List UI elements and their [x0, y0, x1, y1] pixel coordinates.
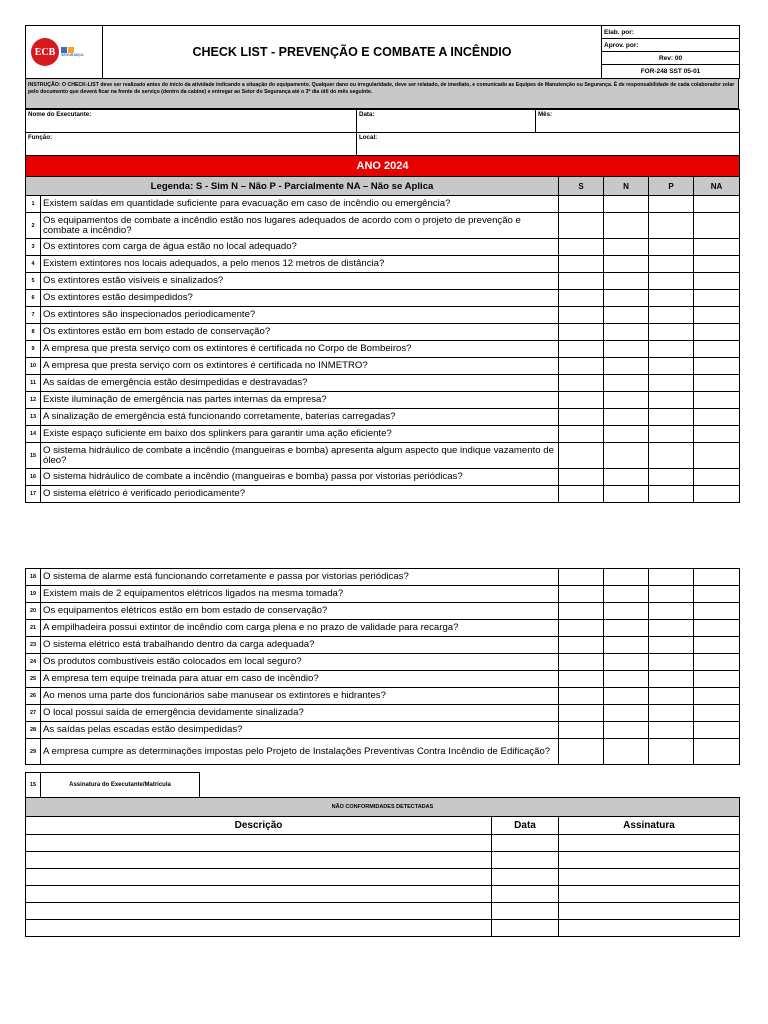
answer-na-cell[interactable] [694, 426, 740, 443]
answer-s-cell[interactable] [559, 739, 604, 765]
answer-n-cell[interactable] [604, 426, 649, 443]
question-number: 9 [26, 341, 41, 358]
instruction-text: INSTRUÇÃO: O CHECK-LIST deve ser realizado antes do início da atividade indicando a situação do equipamento. Qualquer dano ou irregularidade, deve ser relatado, de imediato, e comunicado as Equipes de Manutenção ou Segurança. É de responsabilidade de cada colaborador zelar pelo documento que deverá ficar na frente de serviço (dentro da cabine) e entregar ao Setor do Segurança até o 3º dia útil do mês seguinte. [28, 82, 735, 95]
col-assinatura-header: Assinatura [559, 817, 740, 835]
nonconformity-row [26, 835, 740, 852]
form-code: FOR-248 SST 05-01 [602, 65, 740, 79]
answer-na-cell[interactable] [694, 358, 740, 375]
question-row [26, 324, 740, 341]
answer-s-cell[interactable] [559, 705, 604, 722]
answer-p-cell[interactable] [649, 705, 694, 722]
nonconformity-descricao-cell[interactable] [26, 886, 492, 903]
question-row [26, 392, 740, 409]
question-text: As saídas pelas escadas estão desimpedidas? [41, 722, 559, 739]
answer-s-cell[interactable] [559, 358, 604, 375]
answer-s-cell[interactable] [559, 654, 604, 671]
question-number: 20 [26, 603, 41, 620]
answer-n-cell[interactable] [604, 392, 649, 409]
question-row [26, 739, 740, 765]
answer-s-cell[interactable] [559, 239, 604, 256]
question-text: Existem extintores nos locais adequados, a pelo menos 12 metros de distância? [41, 256, 559, 273]
funcao-field[interactable]: Função: [26, 133, 357, 156]
question-number: 2 [26, 213, 41, 239]
header-table [25, 25, 740, 79]
question-number: 14 [26, 426, 41, 443]
col-descricao-header: Descrição [26, 817, 492, 835]
question-text: A sinalização de emergência está funcionando corretamente, baterias carregadas? [41, 409, 559, 426]
answer-n-cell[interactable] [604, 586, 649, 603]
col-na-header: NA [694, 177, 740, 196]
answer-s-cell[interactable] [559, 392, 604, 409]
question-row [26, 637, 740, 654]
answer-na-cell[interactable] [694, 409, 740, 426]
answer-p-cell[interactable] [649, 722, 694, 739]
logo-cell [26, 26, 103, 79]
answer-n-cell[interactable] [604, 341, 649, 358]
question-number: 27 [26, 705, 41, 722]
answer-na-cell[interactable] [694, 603, 740, 620]
question-row [26, 705, 740, 722]
answer-n-cell[interactable] [604, 705, 649, 722]
answer-p-cell[interactable] [649, 256, 694, 273]
answer-p-cell[interactable] [649, 341, 694, 358]
col-p-header: P [649, 177, 694, 196]
nonconformity-data-cell[interactable] [492, 835, 559, 852]
answer-p-cell[interactable] [649, 654, 694, 671]
data-field[interactable]: Data: [357, 110, 536, 133]
answer-n-cell[interactable] [604, 469, 649, 486]
nonconformity-row [26, 903, 740, 920]
answer-n-cell[interactable] [604, 256, 649, 273]
question-number: 11 [26, 375, 41, 392]
question-row [26, 469, 740, 486]
nonconformity-descricao-cell[interactable] [26, 920, 492, 937]
answer-n-cell[interactable] [604, 358, 649, 375]
logo-icon [31, 38, 59, 66]
question-number: 25 [26, 671, 41, 688]
answer-n-cell[interactable] [604, 722, 649, 739]
question-number: 29 [26, 739, 41, 765]
answer-na-cell[interactable] [694, 375, 740, 392]
answer-n-cell[interactable] [604, 739, 649, 765]
question-row [26, 375, 740, 392]
answer-na-cell[interactable] [694, 443, 740, 469]
question-row [26, 671, 740, 688]
year-banner: ANO 2024 [26, 156, 740, 177]
question-row [26, 239, 740, 256]
question-row [26, 569, 740, 586]
answer-na-cell[interactable] [694, 307, 740, 324]
question-row [26, 688, 740, 705]
answer-s-cell[interactable] [559, 290, 604, 307]
question-text: Existem mais de 2 equipamentos elétricos ligados na mesma tomada? [41, 586, 559, 603]
answer-s-cell[interactable] [559, 273, 604, 290]
nonconformities-table [25, 797, 740, 937]
nonconformity-assinatura-cell[interactable] [559, 920, 740, 937]
nonconformity-assinatura-cell[interactable] [559, 852, 740, 869]
answer-s-cell[interactable] [559, 426, 604, 443]
question-number: 4 [26, 256, 41, 273]
question-number: 28 [26, 722, 41, 739]
question-text: O sistema elétrico está trabalhando dentro da carga adequada? [41, 637, 559, 654]
nonconformity-row [26, 869, 740, 886]
question-row [26, 341, 740, 358]
answer-n-cell[interactable] [604, 409, 649, 426]
nonconformities-title: NÃO CONFORMIDADES DETECTADAS [26, 798, 740, 817]
answer-p-cell[interactable] [649, 307, 694, 324]
answer-p-cell[interactable] [649, 239, 694, 256]
answer-s-cell[interactable] [559, 307, 604, 324]
question-text: A empresa cumpre as determinações impostas pelo Projeto de Instalações Preventivas Contra Incêndio de Edificação? [41, 739, 559, 765]
signature-label: Assinatura do Executante/Matrícula [41, 773, 200, 798]
answer-s-cell[interactable] [559, 443, 604, 469]
question-number: 21 [26, 620, 41, 637]
question-row [26, 603, 740, 620]
answer-s-cell[interactable] [559, 603, 604, 620]
question-row [26, 307, 740, 324]
answer-na-cell[interactable] [694, 586, 740, 603]
nonconformity-row [26, 852, 740, 869]
question-number: 5 [26, 273, 41, 290]
nonconformity-assinatura-cell[interactable] [559, 903, 740, 920]
answer-n-cell[interactable] [604, 307, 649, 324]
question-text: Os equipamentos de combate a incêndio estão nos lugares adequados de acordo com o projeto de prevenção e combate a incêndio? [41, 213, 559, 239]
answer-na-cell[interactable] [694, 705, 740, 722]
answer-p-cell[interactable] [649, 324, 694, 341]
answer-na-cell[interactable] [694, 620, 740, 637]
checklist-table-2 [25, 568, 740, 765]
question-text: Os extintores estão visíveis e sinalizados? [41, 273, 559, 290]
question-number: 6 [26, 290, 41, 307]
answer-na-cell[interactable] [694, 196, 740, 213]
nonconformity-data-cell[interactable] [492, 886, 559, 903]
answer-n-cell[interactable] [604, 671, 649, 688]
question-row [26, 654, 740, 671]
col-data-header: Data [492, 817, 559, 835]
question-text: As saídas de emergência estão desimpedidas e destravadas? [41, 375, 559, 392]
question-number: 12 [26, 392, 41, 409]
question-text: A empresa que presta serviço com os extintores é certificada no INMETRO? [41, 358, 559, 375]
question-number: 18 [26, 569, 41, 586]
question-row [26, 290, 740, 307]
answer-p-cell[interactable] [649, 392, 694, 409]
answer-p-cell[interactable] [649, 486, 694, 503]
rev-label: Rev: 00 [602, 52, 740, 65]
local-field[interactable]: Local: [357, 133, 740, 156]
instruction-box [25, 79, 739, 109]
answer-n-cell[interactable] [604, 569, 649, 586]
answer-s-cell[interactable] [559, 688, 604, 705]
answer-na-cell[interactable] [694, 739, 740, 765]
fields-table [25, 109, 740, 156]
answer-s-cell[interactable] [559, 569, 604, 586]
answer-s-cell[interactable] [559, 324, 604, 341]
question-number: 1 [26, 196, 41, 213]
checklist-table-1 [25, 155, 740, 503]
answer-s-cell[interactable] [559, 722, 604, 739]
question-row [26, 486, 740, 503]
answer-n-cell[interactable] [604, 603, 649, 620]
question-row [26, 620, 740, 637]
answer-p-cell[interactable] [649, 637, 694, 654]
question-row [26, 213, 740, 239]
question-number: 13 [26, 409, 41, 426]
question-row [26, 409, 740, 426]
question-text: Ao menos uma parte dos funcionários sabe manusear os extintores e hidrantes? [41, 688, 559, 705]
answer-s-cell[interactable] [559, 409, 604, 426]
question-number: 23 [26, 637, 41, 654]
nonconformity-assinatura-cell[interactable] [559, 835, 740, 852]
question-text: Os equipamentos elétricos estão em bom estado de conservação? [41, 603, 559, 620]
answer-p-cell[interactable] [649, 586, 694, 603]
mes-field[interactable]: Mês: [536, 110, 740, 133]
nonconformity-data-cell[interactable] [492, 903, 559, 920]
logo-text: ECB [34, 46, 56, 58]
question-text: Os extintores com carga de água estão no local adequado? [41, 239, 559, 256]
answer-na-cell[interactable] [694, 637, 740, 654]
question-number: 24 [26, 654, 41, 671]
question-text: O sistema hidráulico de combate a incêndio (mangueiras e bomba) passa por vistorias periódicas? [41, 469, 559, 486]
question-text: Existem saídas em quantidade suficiente para evacuação em caso de incêndio ou emergência? [41, 196, 559, 213]
answer-s-cell[interactable] [559, 486, 604, 503]
question-row [26, 586, 740, 603]
answer-n-cell[interactable] [604, 486, 649, 503]
question-row [26, 443, 740, 469]
answer-s-cell[interactable] [559, 256, 604, 273]
answer-n-cell[interactable] [604, 637, 649, 654]
answer-na-cell[interactable] [694, 654, 740, 671]
question-text: Os produtos combustíveis estão colocados em local seguro? [41, 654, 559, 671]
question-text: A empresa tem equipe treinada para atuar em caso de incêndio? [41, 671, 559, 688]
answer-p-cell[interactable] [649, 569, 694, 586]
nonconformity-data-cell[interactable] [492, 869, 559, 886]
answer-s-cell[interactable] [559, 620, 604, 637]
answer-s-cell[interactable] [559, 469, 604, 486]
question-text: O local possui saída de emergência devidamente sinalizada? [41, 705, 559, 722]
question-text: Os extintores são inspecionados periodicamente? [41, 307, 559, 324]
question-number: 19 [26, 586, 41, 603]
answer-n-cell[interactable] [604, 688, 649, 705]
answer-n-cell[interactable] [604, 273, 649, 290]
answer-n-cell[interactable] [604, 290, 649, 307]
answer-n-cell[interactable] [604, 654, 649, 671]
question-row [26, 273, 740, 290]
answer-p-cell[interactable] [649, 688, 694, 705]
answer-na-cell[interactable] [694, 324, 740, 341]
answer-na-cell[interactable] [694, 213, 740, 239]
answer-na-cell[interactable] [694, 256, 740, 273]
signature-field[interactable] [200, 773, 740, 798]
question-text: Existe iluminação de emergência nas partes internas da empresa? [41, 392, 559, 409]
signature-number: 15 [26, 773, 41, 798]
answer-na-cell[interactable] [694, 469, 740, 486]
question-text: O sistema hidráulico de combate a incêndio (mangueiras e bomba) apresenta algum aspecto que indique vazamento de óleo? [41, 443, 559, 469]
answer-na-cell[interactable] [694, 688, 740, 705]
answer-n-cell[interactable] [604, 620, 649, 637]
question-text: A empilhadeira possui extintor de incêndio com carga plena e no prazo de validade para recarga? [41, 620, 559, 637]
question-number: 26 [26, 688, 41, 705]
answer-s-cell[interactable] [559, 196, 604, 213]
answer-n-cell[interactable] [604, 443, 649, 469]
answer-n-cell[interactable] [604, 213, 649, 239]
answer-p-cell[interactable] [649, 443, 694, 469]
question-text: O sistema de alarme está funcionando corretamente e passa por vistorias periódicas? [41, 569, 559, 586]
answer-na-cell[interactable] [694, 722, 740, 739]
question-text: A empresa que presta serviço com os extintores é certificada no Corpo de Bombeiros? [41, 341, 559, 358]
logo-subtitle: SEGURANÇA [61, 53, 84, 57]
nonconformity-row [26, 920, 740, 937]
answer-p-cell[interactable] [649, 290, 694, 307]
answer-n-cell[interactable] [604, 239, 649, 256]
nonconformity-data-cell[interactable] [492, 920, 559, 937]
legend: Legenda: S - Sim N – Não P - Parcialmente NA – Não se Aplica [26, 177, 559, 196]
page-title: CHECK LIST - PREVENÇÃO E COMBATE A INCÊNDIO [103, 26, 602, 79]
question-row [26, 196, 740, 213]
question-number: 3 [26, 239, 41, 256]
answer-s-cell[interactable] [559, 213, 604, 239]
answer-p-cell[interactable] [649, 375, 694, 392]
answer-p-cell[interactable] [649, 213, 694, 239]
answer-na-cell[interactable] [694, 239, 740, 256]
answer-na-cell[interactable] [694, 671, 740, 688]
answer-s-cell[interactable] [559, 637, 604, 654]
answer-p-cell[interactable] [649, 273, 694, 290]
answer-p-cell[interactable] [649, 620, 694, 637]
question-number: 17 [26, 486, 41, 503]
question-text: Existe espaço suficiente em baixo dos splinkers para garantir uma ação eficiente? [41, 426, 559, 443]
answer-na-cell[interactable] [694, 273, 740, 290]
nonconformity-data-cell[interactable] [492, 852, 559, 869]
answer-s-cell[interactable] [559, 375, 604, 392]
col-s-header: S [559, 177, 604, 196]
answer-p-cell[interactable] [649, 409, 694, 426]
signature-table [25, 772, 740, 798]
question-number: 8 [26, 324, 41, 341]
answer-na-cell[interactable] [694, 341, 740, 358]
aprov-label: Aprov. por: [602, 39, 740, 52]
nonconformity-descricao-cell[interactable] [26, 869, 492, 886]
question-number: 16 [26, 469, 41, 486]
answer-p-cell[interactable] [649, 358, 694, 375]
answer-p-cell[interactable] [649, 603, 694, 620]
answer-p-cell[interactable] [649, 196, 694, 213]
answer-p-cell[interactable] [649, 739, 694, 765]
answer-s-cell[interactable] [559, 586, 604, 603]
answer-p-cell[interactable] [649, 671, 694, 688]
question-row [26, 722, 740, 739]
answer-na-cell[interactable] [694, 486, 740, 503]
nonconformity-descricao-cell[interactable] [26, 852, 492, 869]
question-row [26, 256, 740, 273]
answer-n-cell[interactable] [604, 324, 649, 341]
question-number: 15 [26, 443, 41, 469]
col-n-header: N [604, 177, 649, 196]
question-number: 7 [26, 307, 41, 324]
question-row [26, 358, 740, 375]
elab-label: Elab. por: [602, 26, 740, 39]
answer-p-cell[interactable] [649, 469, 694, 486]
answer-s-cell[interactable] [559, 671, 604, 688]
answer-p-cell[interactable] [649, 426, 694, 443]
answer-na-cell[interactable] [694, 569, 740, 586]
question-text: Os extintores estão desimpedidos? [41, 290, 559, 307]
answer-n-cell[interactable] [604, 375, 649, 392]
question-text: O sistema elétrico é verificado periodicamente? [41, 486, 559, 503]
question-number: 10 [26, 358, 41, 375]
nonconformity-assinatura-cell[interactable] [559, 886, 740, 903]
answer-na-cell[interactable] [694, 392, 740, 409]
nonconformity-descricao-cell[interactable] [26, 903, 492, 920]
answer-n-cell[interactable] [604, 196, 649, 213]
question-text: Os extintores estão em bom estado de conservação? [41, 324, 559, 341]
answer-s-cell[interactable] [559, 341, 604, 358]
question-row [26, 426, 740, 443]
answer-na-cell[interactable] [694, 290, 740, 307]
nonconformity-descricao-cell[interactable] [26, 835, 492, 852]
nonconformity-row [26, 886, 740, 903]
nonconformity-assinatura-cell[interactable] [559, 869, 740, 886]
executante-field[interactable]: Nome do Executante: [26, 110, 357, 133]
